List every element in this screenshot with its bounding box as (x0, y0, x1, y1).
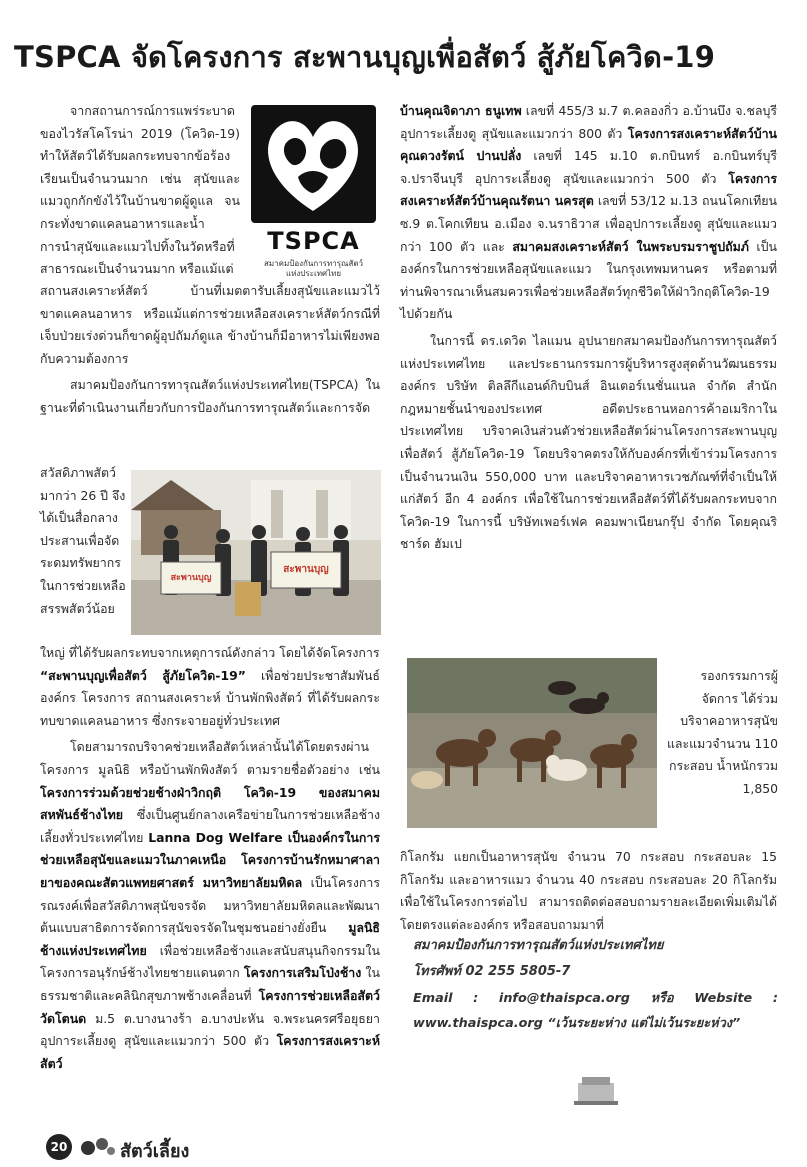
left-paragraphs (40, 280, 380, 420)
right-upper (400, 100, 777, 556)
tspca-paragraph-c2: เพื่อช่วยประชาสัมพันธ์ องค์กร โครงการ สถานสงเคราะห์ บ้านพักพิงสัตว์ ที่ได้รับผลกระทบขาดแคลนอาหาร ซึ่งกระจายอยู่ทั่วประเทศ (40, 667, 380, 728)
right-lower (400, 846, 777, 936)
tspca-paragraph-c1: ใหญ่ ที่ได้รับผลกระทบจากเหตุการณ์ดังกล่าว โดยได้จัดโครงการ (40, 645, 380, 660)
tspca-paragraph-a: สมาคมป้องกันการทารุณสัตว์แห่งประเทศไทย(TSPCA) ในฐานะที่ดำเนินงานเกี่ยวกับการป้องกันการทารุณสัตว์และการจัด (40, 377, 380, 415)
signature-contact: Email : info@thaispca.org หรือ Website : www.thaispca.org “เว้นระยะห่าง แต่ไม่เว้นระยะห่วง” (413, 991, 778, 1031)
donor-paragraph: ในการนี้ ดร.เดวิด ไลแมน อุปนายกสมาคมป้องกันการทารุณสัตว์แห่งประเทศไทย และประธานกรรมการผู้บริหารสูงสุดด้านวัฒนธรรมองค์กร บริษัท ติลลึกีแอนด์กิบบินส์ อินเตอร์เนชั่นแนล จำกัด สำนักกฎหมายชั้นนำของประเทศ อดีตประธานหอการค้าอเมริกาในประเทศไทย บริจาคเงินส่วนตัวช่วยเหลือสัตว์ผ่านโครงการสะพานบุญเพื่อสัตว์ สู้ภัยโควิด-19 โดยบริจาคตรงให้กับองค์กรที่เข้าร่วมโครงการ เป็นจำนวนเงิน 550,000 บาท และบริจาคอาหารเวชภัณฑ์ที่จำเป็นให้แก่สัตว์ อีก 4 องค์กร เพื่อใช้ในการช่วยเหลือสัตว์ที่ได้รับผลกระทบจากโควิด-19 ในการนี้ บริษัทเพอร์เฟค คอมพาเนียนกรุ๊ป จำกัด โดยคุณริชาร์ด ฮัมเป (400, 332, 777, 552)
sign-1-text: สะพานบุญ (170, 573, 212, 583)
food-donation-wrap: รองกรรมการผู้จัดการ ได้ร่วมบริจาคอาหารสุนัขและแมวจำนวน 110 กระสอบ น้ำหนักรวม 1,850 (666, 668, 778, 796)
left-intro-narrow (40, 100, 240, 281)
tspca-logo (246, 103, 381, 278)
intro-paragraph-b: สถานสงเคราะห์สัตว์ บ้านที่เมตตารับเลี้ยงสุนัขและแมวไว้ขาดแคลนอาหาร หรือแม้แต่การช่วยเหลือสงเคราะห์สัตว์กรณีที่เจ็บป่วยเร่งด่วนก็ขาดผู้อุปถัมภ์ดูแล ข้างบ้านก็มีอาหารไม่เพียงพอกับความต้องการ (40, 283, 380, 366)
tspca-paragraph-b: สวัสดิภาพสัตว์มากว่า 26 ปี จึงได้เป็นสื่อกลางประสานเพื่อจัดระดมทรัพยากรในการช่วยเหลือสรรพสัตว์น้อย (40, 465, 126, 616)
left-lower (40, 642, 380, 1075)
emblem-icon (574, 1073, 618, 1107)
intro-paragraph-a: จากสถานการณ์การแพร่ระบาดของไวรัสโคโรน่า 2019 (โควิด-19) ทำให้สัตว์ได้รับผลกระทบจากข้อร้องเรียนเป็นจำนวนมาก เช่น สุนัขและแมวถูกกักขังไว้ในบ้านขาดผู้ดูแล จนกระทั่งขาดแคลนอาหารและน้ำ การนำสุนัขและแมวไปทิ้งในวัดหรือที่สาธารณะเป็นจำนวนมาก หรือแม้แต่ (40, 103, 240, 277)
page-number: 20 (46, 1134, 72, 1160)
paw-logo-icon (78, 1134, 116, 1160)
project-name: “สะพานบุญเพื่อสัตว์ สู้ภัยโควิด-19” (40, 667, 246, 683)
food-donation-rest: กิโลกรัม แยกเป็นอาหารสุนัข จำนวน 70 กระสอบ กระสอบละ 15 กิโลกรัม และอาหารแมว จำนวน 40 กระสอบ กระสอบละ 20 กิโลกรัม เพื่อใช้ในโครงการต่อไป สามารถติดต่อสอบถามรายละเอียดเพิ่มเติมได้โดยตรงแต่ละองค์กร หรือสอบถามมาที่ (400, 849, 777, 932)
article-title: TSPCA จัดโครงการ สะพานบุญเพื่อสัตว์ สู้ภัยโควิด-19 (14, 40, 716, 74)
dogs-photo-image (407, 658, 657, 828)
donation-paragraph: โดยสามารถบริจาคช่วยเหลือสัตว์เหล่านั้นได้โดยตรงผ่านโครงการ มูลนิธิ หรือบ้านพักพิงสัตว์ ตามรายชื่อตัวอย่าง เช่น โครงการร่วมด้วยช่วยช้างฝ่าวิกฤติ โควิด-19 ของสมาคมสหพันธ์ช้างไทย ซึ่งเป็นศูนย์กลางเครือข่ายในการช่วยเหลือช้างเลี้ยงทั่วประเทศไทย Lanna Dog Welfare เป็นองค์กรในการช่วยเหลือสุนัขและแมวในภาคเหนือ โครงการบ้านรักหมาศาลายาของคณะสัตวแพทยศาสตร์ มหาวิทยาลัยมหิดล เป็นโครงการรณรงค์เพื่อสวัสดิภาพสุนัขจรจัด มหาวิทยาลัยมหิดลและพัฒนาต้นแบบสาธิตการจัดการสุนัขจรจัดในชุมชนอย่างยั่งยืน มูลนิธิช้างแห่งประเทศไทย เพื่อช่วยเหลือช้างและสนับสนุนกิจกรรมในโครงการอนุรักษ์ช้างไทยชายแดนตาก โครงการเสริมโป่งช้าง ในธรรมชาติและคลินิกสุขภาพช้างเคลื่อนที่ โครงการช่วยเหลือสัตว์วัดโตนด ม.5 ต.บางนางร้า อ.บางปะหัน จ.พระนครศรีอยุธยา อุปการะเลี้ยงดู สุนัขและแมวกว่า 500 ตัว โครงการสงเคราะห์สัตว์ (40, 739, 381, 1071)
volunteers-photo-image (131, 470, 381, 635)
logo-caption-1: สมาคมป้องกันการทารุณสัตว์ (263, 259, 364, 268)
shelter-list-paragraph: บ้านคุณจิดาภา ธนูเทพ เลขที่ 455/3 ม.7 ต.คลองกิ่ว อ.บ้านบึง จ.ชลบุรี อุปการะเลี้ยงดู สุนัขและแมวกว่า 800 ตัว โครงการสงเคราะห์สัตว์บ้านคุณดวงรัตน์ ปานปลั่ง เลขที่ 145 ม.10 ต.กบินทร์ อ.กบินทร์บุรี จ.ปราจีนบุรี อุปการะเลี้ยงดู สุนัขและแมวกว่า 500 ตัว โครงการสงเคราะห์สัตว์บ้านคุณรัตนา นครสุต เลขที่ 53/12 ม.13 ถนนโคกเทียน ซ.9 ต.โคกเทียน อ.เมือง จ.นราธิวาส เพื่ออุปการะเลี้ยงดู สุนัขและแมวกว่า 100 ตัว และ สมาคมสงเคราะห์สัตว์ ในพระบรมราชูปถัมภ์ เป็นองค์กรในการช่วยเหลือสุนัขและแมว ในกรุงเทพมหานคร หรือตามที่ท่านพิจารณาเห็นสมควรเพื่อช่วยเหลือสัตว์ทุกชีวิตให้ฝ่าวิกฤติโควิด-19 ไปด้วยกัน (400, 103, 778, 322)
emblem-image (574, 1073, 618, 1107)
logo-wordmark: TSPCA (267, 227, 360, 255)
right-narrow-photo (666, 665, 778, 801)
left-narrow-photo (40, 462, 126, 620)
volunteers-photo (131, 470, 381, 635)
dogs-photo (407, 658, 657, 828)
signature-phone: โทรศัพท์ 02 255 5805-7 (413, 964, 571, 979)
signature-org: สมาคมป้องกันการทารุณสัตว์แห่งประเทศไทย (413, 938, 664, 953)
magazine-brand: สัตว์เลี้ยง (120, 1141, 190, 1162)
logo-caption-2: แห่งประเทศไทย (285, 269, 342, 278)
sign-2-text: สะพานบุญ (283, 564, 329, 575)
